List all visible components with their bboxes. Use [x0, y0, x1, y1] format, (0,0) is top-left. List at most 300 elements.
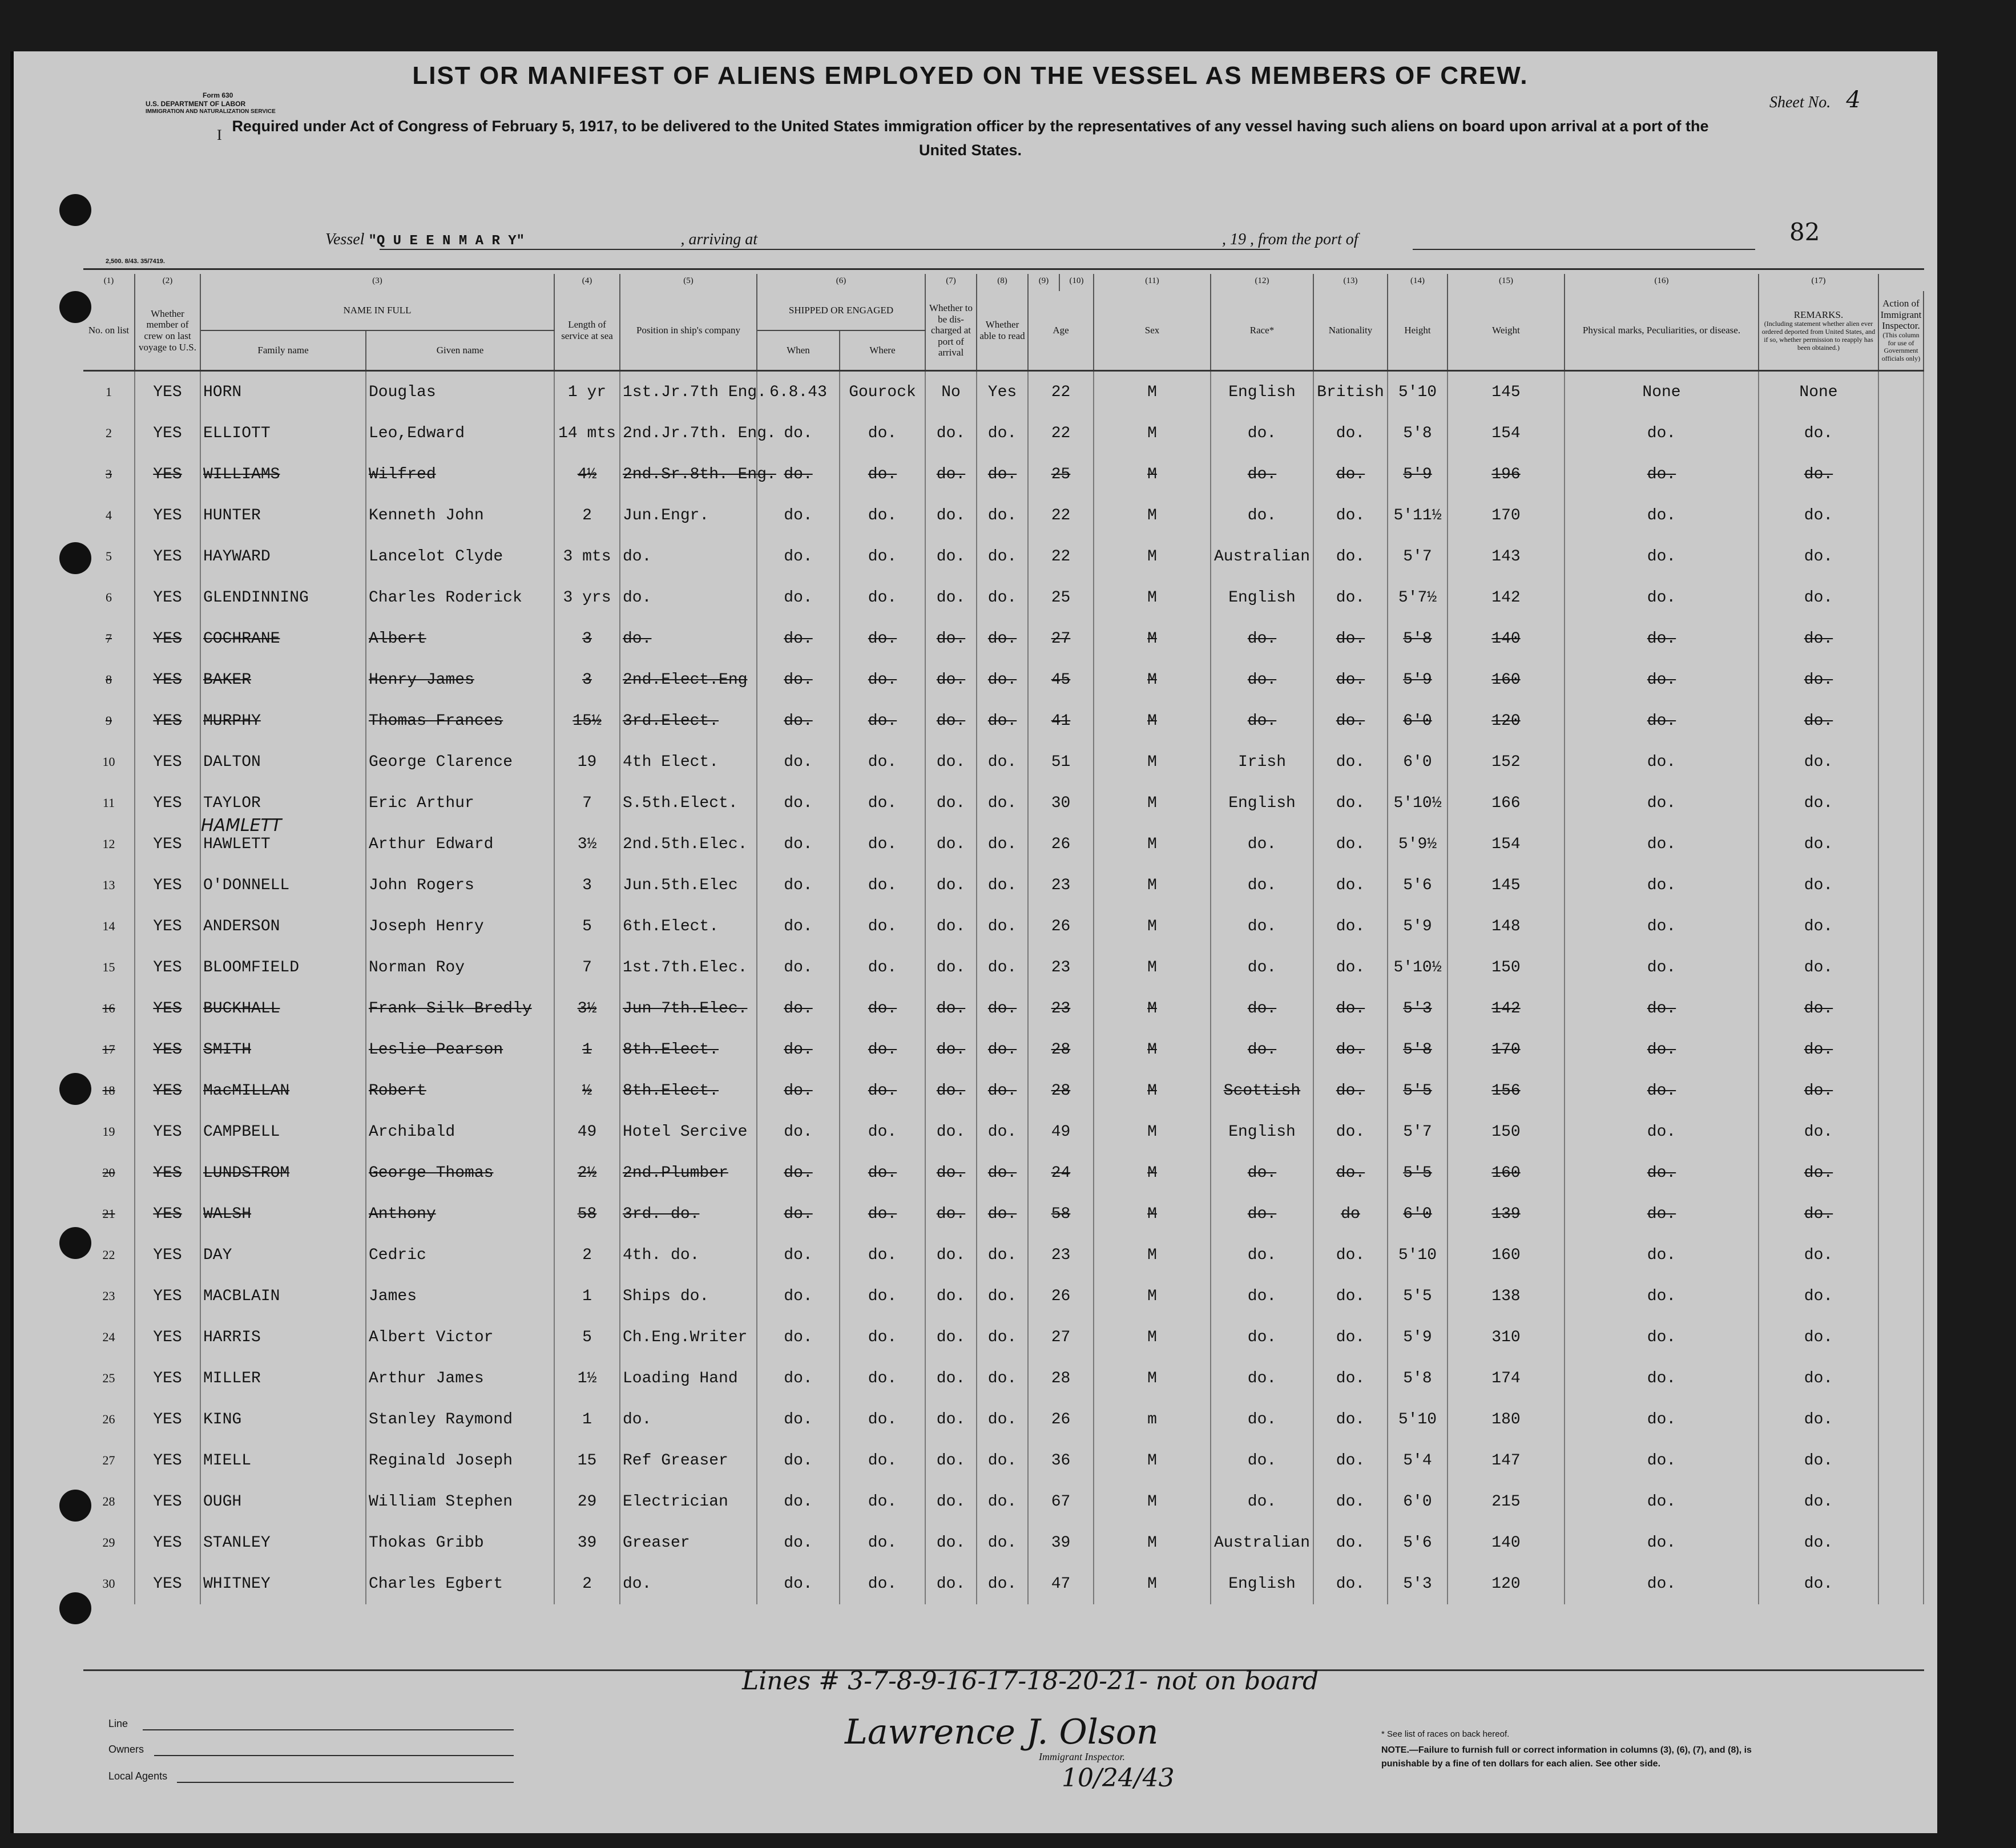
shipped-when-cell: do. [757, 865, 840, 906]
header-length-service: Length of service at sea [554, 291, 620, 371]
given-name-cell: Stanley Raymond [366, 1399, 554, 1440]
shipped-where-cell: do. [840, 741, 925, 782]
family-name-cell: MIELL [200, 1440, 366, 1481]
remarks-cell: do. [1759, 1440, 1878, 1481]
remarks-cell: do. [1759, 700, 1878, 741]
table-row [83, 1440, 1924, 1481]
shipped-when-cell: do. [757, 906, 840, 947]
crew-member-flag-cell: YES [135, 1481, 200, 1522]
sheet-number-label [1769, 87, 1861, 113]
row-number-cell: 18 [83, 1070, 135, 1111]
age-cell: 26 [1028, 906, 1094, 947]
crew-member-flag-cell: YES [135, 1070, 200, 1111]
able-to-read-cell: do. [977, 1522, 1028, 1563]
row-number-cell: 5 [83, 536, 135, 577]
shipped-where-cell: do. [840, 454, 925, 495]
given-name-cell: Joseph Henry [366, 906, 554, 947]
given-name-cell: Reginald Joseph [366, 1440, 554, 1481]
weight-cell: 310 [1448, 1317, 1565, 1358]
weight-cell: 140 [1448, 1522, 1565, 1563]
position-cell: do. [620, 1563, 757, 1604]
able-to-read-cell: do. [977, 577, 1028, 618]
length-of-service-cell: 5 [554, 1317, 620, 1358]
length-of-service-cell: 1 [554, 1399, 620, 1440]
weight-cell: 145 [1448, 865, 1565, 906]
able-to-read-cell: do. [977, 906, 1028, 947]
sex-cell: M [1094, 1234, 1211, 1276]
physical-marks-cell: do. [1565, 782, 1759, 824]
col-number: (7) [925, 274, 977, 291]
age-cell: 36 [1028, 1440, 1094, 1481]
sex-cell: M [1094, 1276, 1211, 1317]
shipped-when-cell: do. [757, 1481, 840, 1522]
crew-member-flag-cell: YES [135, 782, 200, 824]
shipped-where-cell: do. [840, 1522, 925, 1563]
line-underline [143, 1729, 514, 1730]
race-cell: do. [1211, 1193, 1313, 1234]
physical-marks-cell: do. [1565, 659, 1759, 700]
family-name-cell: MILLER [200, 1358, 366, 1399]
col-number: (2) [135, 274, 200, 291]
col-number: (13) [1313, 274, 1388, 291]
header-action [1878, 291, 1924, 371]
remarks-cell: do. [1759, 659, 1878, 700]
physical-marks-cell: do. [1565, 495, 1759, 536]
crew-member-flag-cell: YES [135, 413, 200, 454]
inspector-action-cell [1878, 1317, 1924, 1358]
given-name-cell: John Rogers [366, 865, 554, 906]
inspector-action-cell [1878, 413, 1924, 454]
port-underline [1413, 249, 1755, 250]
table-row [83, 700, 1924, 741]
able-to-read-cell: do. [977, 1276, 1028, 1317]
table-row [83, 1481, 1924, 1522]
height-cell: 5'10 [1388, 371, 1448, 413]
family-name-cell: LUNDSTROM [200, 1152, 366, 1193]
inspector-action-cell [1878, 700, 1924, 741]
weight-cell: 180 [1448, 1399, 1565, 1440]
row-number-cell: 2 [83, 413, 135, 454]
remarks-cell: do. [1759, 947, 1878, 988]
action-title: Action of Immigrant Inspector. [1880, 298, 1922, 332]
crew-manifest-table [83, 274, 1924, 1604]
remarks-title: REMARKS. [1793, 309, 1844, 320]
given-name-cell: Douglas [366, 371, 554, 413]
height-cell: 5'9 [1388, 454, 1448, 495]
shipped-where-cell: Gourock [840, 371, 925, 413]
discharged-cell: do. [925, 824, 977, 865]
physical-marks-cell: do. [1565, 1152, 1759, 1193]
family-name-cell: MURPHY [200, 700, 366, 741]
race-cell: Scottish [1211, 1070, 1313, 1111]
position-cell: Jun.Engr. [620, 495, 757, 536]
table-row [83, 1276, 1924, 1317]
table-row [83, 1029, 1924, 1070]
discharged-cell: do. [925, 1317, 977, 1358]
sex-cell: M [1094, 1358, 1211, 1399]
race-cell: do. [1211, 1152, 1313, 1193]
owners-underline [154, 1755, 514, 1756]
table-row [83, 1399, 1924, 1440]
race-cell: English [1211, 1111, 1313, 1152]
shipped-where-cell: do. [840, 1563, 925, 1604]
shipped-where-cell: do. [840, 1440, 925, 1481]
physical-marks-cell: do. [1565, 1522, 1759, 1563]
table-row [83, 413, 1924, 454]
physical-marks-cell: do. [1565, 618, 1759, 659]
age-cell: 23 [1028, 947, 1094, 988]
discharged-cell: do. [925, 988, 977, 1029]
discharged-cell: do. [925, 1563, 977, 1604]
age-cell: 23 [1028, 988, 1094, 1029]
remarks-cell: do. [1759, 741, 1878, 782]
row-number-cell: 17 [83, 1029, 135, 1070]
nationality-cell: do. [1313, 906, 1388, 947]
shipped-where-cell: do. [840, 1317, 925, 1358]
nationality-cell: do. [1313, 577, 1388, 618]
able-to-read-cell: do. [977, 865, 1028, 906]
position-cell: 8th.Elect. [620, 1070, 757, 1111]
shipped-when-cell: do. [757, 1070, 840, 1111]
nationality-cell: do. [1313, 782, 1388, 824]
able-to-read-cell: do. [977, 1358, 1028, 1399]
discharged-cell: do. [925, 1358, 977, 1399]
sex-cell: M [1094, 906, 1211, 947]
age-cell: 39 [1028, 1522, 1094, 1563]
inspector-action-cell [1878, 618, 1924, 659]
remarks-cell: do. [1759, 1234, 1878, 1276]
nationality-cell: do [1313, 1193, 1388, 1234]
sex-cell: M [1094, 1070, 1211, 1111]
race-cell: Australian [1211, 1522, 1313, 1563]
able-to-read-cell: do. [977, 618, 1028, 659]
page-subtitle: Required under Act of Congress of February 5, 1917, to be delivered to the United States immigration officer by the representatives of any vessel having such aliens on board upon arrival at a port of the United States. [232, 118, 1709, 159]
physical-marks-cell: do. [1565, 1440, 1759, 1481]
length-of-service-cell: 1½ [554, 1358, 620, 1399]
physical-marks-cell: do. [1565, 906, 1759, 947]
family-name-cell: OUGH [200, 1481, 366, 1522]
shipped-when-cell: do. [757, 988, 840, 1029]
header-no-on-list: No. on list [83, 291, 135, 371]
family-name-cell: KING [200, 1399, 366, 1440]
race-cell: do. [1211, 618, 1313, 659]
inspector-action-cell [1878, 824, 1924, 865]
nationality-cell: do. [1313, 1152, 1388, 1193]
sex-cell: M [1094, 1152, 1211, 1193]
crew-member-flag-cell: YES [135, 988, 200, 1029]
crew-member-flag-cell: YES [135, 741, 200, 782]
sex-cell: M [1094, 1317, 1211, 1358]
crew-member-flag-cell: YES [135, 865, 200, 906]
shipped-where-cell: do. [840, 1152, 925, 1193]
row-number-cell: 19 [83, 1111, 135, 1152]
height-cell: 5'9 [1388, 659, 1448, 700]
length-of-service-cell: 15 [554, 1440, 620, 1481]
position-cell: 1st.Jr.7th Eng. [620, 371, 757, 413]
race-cell: do. [1211, 906, 1313, 947]
col-number: (1) [83, 274, 135, 291]
age-cell: 26 [1028, 1276, 1094, 1317]
height-cell: 5'5 [1388, 1070, 1448, 1111]
age-cell: 27 [1028, 1317, 1094, 1358]
position-cell: 4th Elect. [620, 741, 757, 782]
physical-marks-cell: do. [1565, 1111, 1759, 1152]
able-to-read-cell: do. [977, 454, 1028, 495]
sex-cell: M [1094, 988, 1211, 1029]
shipped-where-cell: do. [840, 495, 925, 536]
race-cell: do. [1211, 1234, 1313, 1276]
family-name-cell: O'DONNELL [200, 865, 366, 906]
height-cell: 5'6 [1388, 1522, 1448, 1563]
able-to-read-cell: do. [977, 1029, 1028, 1070]
position-cell: Ch.Eng.Writer [620, 1317, 757, 1358]
race-cell: do. [1211, 1481, 1313, 1522]
nationality-cell: do. [1313, 1070, 1388, 1111]
row-number-cell: 29 [83, 1522, 135, 1563]
inspector-action-cell [1878, 906, 1924, 947]
weight-cell: 152 [1448, 741, 1565, 782]
able-to-read-cell: do. [977, 659, 1028, 700]
given-name-cell: Arthur James [366, 1358, 554, 1399]
crew-member-flag-cell: YES [135, 1152, 200, 1193]
crew-member-flag-cell: YES [135, 1029, 200, 1070]
age-cell: 22 [1028, 536, 1094, 577]
position-cell: do. [620, 1399, 757, 1440]
length-of-service-cell: 1 yr [554, 371, 620, 413]
age-cell: 26 [1028, 824, 1094, 865]
discharged-cell: do. [925, 1399, 977, 1440]
table-row [83, 536, 1924, 577]
shipped-when-cell: do. [757, 495, 840, 536]
race-cell: English [1211, 577, 1313, 618]
row-number-cell: 13 [83, 865, 135, 906]
height-cell: 5'7 [1388, 1111, 1448, 1152]
physical-marks-cell: do. [1565, 1029, 1759, 1070]
discharged-cell: do. [925, 1440, 977, 1481]
shipped-when-cell: do. [757, 782, 840, 824]
length-of-service-cell: 39 [554, 1522, 620, 1563]
age-cell: 24 [1028, 1152, 1094, 1193]
remarks-note: (Including statement whether alien ever ordered deported from United States, and if so, whether permission to reapply has been obtained.) [1761, 320, 1876, 352]
position-cell: 2nd.5th.Elec. [620, 824, 757, 865]
crew-member-flag-cell: YES [135, 536, 200, 577]
length-of-service-cell: 3 yrs [554, 577, 620, 618]
sex-cell: M [1094, 536, 1211, 577]
remarks-cell: do. [1759, 454, 1878, 495]
header-nationality: Nationality [1313, 291, 1388, 371]
height-cell: 5'9 [1388, 1317, 1448, 1358]
remarks-cell: do. [1759, 906, 1878, 947]
discharged-cell: do. [925, 1070, 977, 1111]
nationality-cell: do. [1313, 865, 1388, 906]
row-number-cell: 10 [83, 741, 135, 782]
age-cell: 28 [1028, 1070, 1094, 1111]
able-to-read-cell: do. [977, 988, 1028, 1029]
nationality-cell: do. [1313, 947, 1388, 988]
family-name-cell: HUNTER [200, 495, 366, 536]
race-cell: Australian [1211, 536, 1313, 577]
crew-member-flag-cell: YES [135, 1234, 200, 1276]
race-cell: do. [1211, 1276, 1313, 1317]
shipped-when-cell: do. [757, 1111, 840, 1152]
family-name-cell: BAKER [200, 659, 366, 700]
row-number-cell: 25 [83, 1358, 135, 1399]
discharged-cell: do. [925, 700, 977, 741]
inspector-action-cell [1878, 1440, 1924, 1481]
inspector-action-cell [1878, 1481, 1924, 1522]
weight-cell: 166 [1448, 782, 1565, 824]
header-where: Where [840, 330, 925, 371]
height-cell: 5'3 [1388, 1563, 1448, 1604]
discharged-cell: No [925, 371, 977, 413]
shipped-where-cell: do. [840, 906, 925, 947]
given-name-cell: Charles Egbert [366, 1563, 554, 1604]
weight-cell: 150 [1448, 947, 1565, 988]
agents-underline [177, 1782, 514, 1783]
weight-cell: 160 [1448, 659, 1565, 700]
sex-cell: M [1094, 865, 1211, 906]
remarks-cell: do. [1759, 1358, 1878, 1399]
shipped-where-cell: do. [840, 1399, 925, 1440]
physical-marks-cell: do. [1565, 1234, 1759, 1276]
length-of-service-cell: 4½ [554, 454, 620, 495]
crew-member-flag-cell: YES [135, 577, 200, 618]
family-name-cell: STANLEY [200, 1522, 366, 1563]
shipped-when-cell: do. [757, 1193, 840, 1234]
nationality-cell: British [1313, 371, 1388, 413]
discharged-cell: do. [925, 1481, 977, 1522]
age-cell: 47 [1028, 1563, 1094, 1604]
able-to-read-cell: do. [977, 1481, 1028, 1522]
age-cell: 26 [1028, 1399, 1094, 1440]
position-cell: 2nd.Elect.Eng [620, 659, 757, 700]
length-of-service-cell: 2 [554, 495, 620, 536]
sex-cell: M [1094, 1111, 1211, 1152]
physical-marks-cell: do. [1565, 988, 1759, 1029]
height-cell: 5'8 [1388, 1358, 1448, 1399]
family-name-cell: GLENDINNING [200, 577, 366, 618]
discharged-cell: do. [925, 577, 977, 618]
agents-label: Local Agents [108, 1770, 168, 1782]
remarks-cell: do. [1759, 1522, 1878, 1563]
nationality-cell: do. [1313, 741, 1388, 782]
crew-member-flag-cell: YES [135, 1399, 200, 1440]
shipped-when-cell: do. [757, 1522, 840, 1563]
weight-cell: 139 [1448, 1193, 1565, 1234]
weight-cell: 143 [1448, 536, 1565, 577]
weight-cell: 154 [1448, 824, 1565, 865]
header-race: Race* [1211, 291, 1313, 371]
age-cell: 22 [1028, 413, 1094, 454]
crew-member-flag-cell: YES [135, 947, 200, 988]
table-row [83, 659, 1924, 700]
row-number-cell: 14 [83, 906, 135, 947]
inspector-action-cell [1878, 371, 1924, 413]
shipped-where-cell: do. [840, 782, 925, 824]
length-of-service-cell: 3 [554, 618, 620, 659]
length-of-service-cell: ½ [554, 1070, 620, 1111]
race-cell: Irish [1211, 741, 1313, 782]
physical-marks-cell: None [1565, 371, 1759, 413]
header-height: Height [1388, 291, 1448, 371]
family-name-cell: SMITH [200, 1029, 366, 1070]
owners-label: Owners [108, 1744, 144, 1755]
race-cell: do. [1211, 700, 1313, 741]
remarks-cell: do. [1759, 1193, 1878, 1234]
crew-member-flag-cell: YES [135, 824, 200, 865]
inspector-action-cell [1878, 1522, 1924, 1563]
table-row [83, 865, 1924, 906]
inspector-action-cell [1878, 1070, 1924, 1111]
header-able-read: Whether able to read [977, 291, 1028, 371]
age-cell: 58 [1028, 1193, 1094, 1234]
discharged-cell: do. [925, 865, 977, 906]
weight-cell: 120 [1448, 1563, 1565, 1604]
nationality-cell: do. [1313, 413, 1388, 454]
position-cell: 3rd. do. [620, 1193, 757, 1234]
row-number-cell: 9 [83, 700, 135, 741]
inspector-action-cell [1878, 1563, 1924, 1604]
height-cell: 5'7 [1388, 536, 1448, 577]
discharged-cell: do. [925, 536, 977, 577]
shipped-where-cell: do. [840, 1358, 925, 1399]
nationality-cell: do. [1313, 700, 1388, 741]
position-cell: do. [620, 618, 757, 659]
given-name-cell: Albert Victor [366, 1317, 554, 1358]
col-number: (10) [1059, 274, 1094, 291]
able-to-read-cell: do. [977, 1152, 1028, 1193]
row-number-cell: 21 [83, 1193, 135, 1234]
race-cell: English [1211, 1563, 1313, 1604]
shipped-where-cell: do. [840, 618, 925, 659]
physical-marks-cell: do. [1565, 1358, 1759, 1399]
shipped-when-cell: 6.8.43 [757, 371, 840, 413]
crew-member-flag-cell: YES [135, 1440, 200, 1481]
header-family-name: Family name [200, 330, 366, 371]
given-name-cell: Robert [366, 1070, 554, 1111]
table-row [83, 454, 1924, 495]
vessel-label: Vessel [325, 231, 365, 248]
given-name-cell: Cedric [366, 1234, 554, 1276]
able-to-read-cell: do. [977, 1070, 1028, 1111]
height-cell: 5'3 [1388, 988, 1448, 1029]
row-number-cell: 20 [83, 1152, 135, 1193]
crew-rows [83, 371, 1924, 1605]
inspector-action-cell [1878, 1234, 1924, 1276]
page-number: 82 [1789, 218, 1820, 246]
physical-marks-cell: do. [1565, 700, 1759, 741]
length-of-service-cell: 3½ [554, 988, 620, 1029]
table-top-rule [83, 268, 1924, 270]
remarks-cell: do. [1759, 988, 1878, 1029]
shipped-where-cell: do. [840, 413, 925, 454]
given-name-cell: Lancelot Clyde [366, 536, 554, 577]
crew-member-flag-cell: YES [135, 1317, 200, 1358]
able-to-read-cell: do. [977, 824, 1028, 865]
age-cell: 28 [1028, 1358, 1094, 1399]
weight-cell: 150 [1448, 1111, 1565, 1152]
position-cell: 8th.Elect. [620, 1029, 757, 1070]
nationality-cell: do. [1313, 536, 1388, 577]
weight-cell: 160 [1448, 1152, 1565, 1193]
action-note: (This column for use of Government officials only) [1881, 330, 1921, 363]
table-row [83, 618, 1924, 659]
able-to-read-cell: do. [977, 1440, 1028, 1481]
given-name-cell: Henry James [366, 659, 554, 700]
shipped-when-cell: do. [757, 536, 840, 577]
shipped-when-cell: do. [757, 1399, 840, 1440]
row-number-cell: 27 [83, 1440, 135, 1481]
